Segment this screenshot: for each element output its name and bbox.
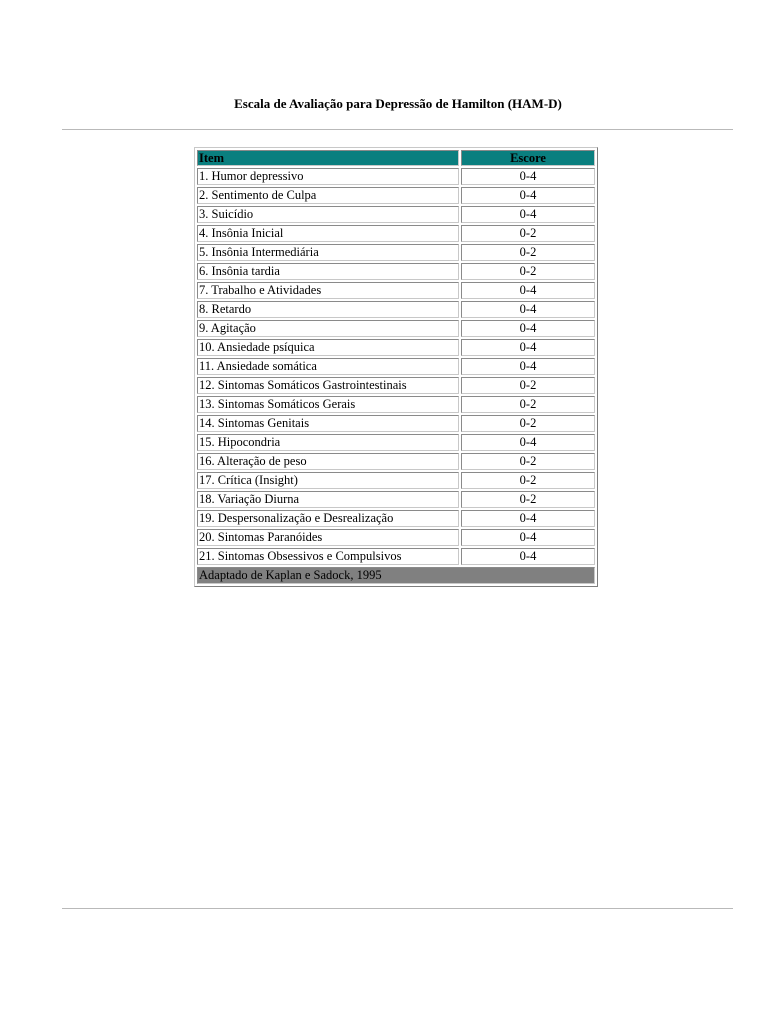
item-cell: 1. Humor depressivo [197,168,459,185]
score-cell: 0-2 [461,377,595,394]
score-cell: 0-4 [461,434,595,451]
table-row [197,434,595,451]
score-cell: 0-4 [461,301,595,318]
bottom-divider [62,908,733,909]
table-row [197,301,595,318]
top-divider [62,129,733,130]
item-cell: 3. Suicídio [197,206,459,223]
table-row [197,472,595,489]
item-cell: 21. Sintomas Obsessivos e Compulsivos [197,548,459,565]
table-row [197,320,595,337]
score-cell: 0-2 [461,472,595,489]
item-cell: 19. Despersonalização e Desrealização [197,510,459,527]
table-row [197,396,595,413]
score-cell: 0-2 [461,244,595,261]
score-cell: 0-4 [461,548,595,565]
table-row [197,263,595,280]
table-row [197,282,595,299]
score-cell: 0-4 [461,510,595,527]
score-cell: 0-4 [461,187,595,204]
item-cell: 9. Agitação [197,320,459,337]
item-cell: 2. Sentimento de Culpa [197,187,459,204]
table-row [197,168,595,185]
table-row [197,548,595,565]
item-cell: 16. Alteração de peso [197,453,459,470]
score-cell: 0-2 [461,453,595,470]
table-footer-row [197,567,595,584]
score-cell: 0-2 [461,225,595,242]
item-cell: 17. Crítica (Insight) [197,472,459,489]
item-cell: 7. Trabalho e Atividades [197,282,459,299]
item-cell: 10. Ansiedade psíquica [197,339,459,356]
item-cell: 14. Sintomas Genitais [197,415,459,432]
ham-d-table [194,147,598,587]
header-item: Item [197,150,459,166]
table-row [197,339,595,356]
table-row [197,491,595,508]
item-cell: 12. Sintomas Somáticos Gastrointestinais [197,377,459,394]
table-row [197,244,595,261]
score-cell: 0-4 [461,358,595,375]
score-cell: 0-4 [461,529,595,546]
item-cell: 4. Insônia Inicial [197,225,459,242]
source-note: Adaptado de Kaplan e Sadock, 1995 [197,567,595,584]
score-cell: 0-2 [461,263,595,280]
item-cell: 8. Retardo [197,301,459,318]
table-row [197,206,595,223]
score-cell: 0-4 [461,339,595,356]
score-cell: 0-4 [461,320,595,337]
table-row [197,225,595,242]
score-cell: 0-2 [461,396,595,413]
table-row [197,453,595,470]
item-cell: 13. Sintomas Somáticos Gerais [197,396,459,413]
table-row [197,529,595,546]
table-row [197,358,595,375]
header-score: Escore [461,150,595,166]
item-cell: 5. Insônia Intermediária [197,244,459,261]
item-cell: 15. Hipocondria [197,434,459,451]
item-cell: 20. Sintomas Paranóides [197,529,459,546]
item-cell: 11. Ansiedade somática [197,358,459,375]
table-row [197,415,595,432]
table-header-row [197,150,595,166]
item-cell: 6. Insônia tardia [197,263,459,280]
document-title: Escala de Avaliação para Depressão de Hamilton (HAM-D) [234,96,562,111]
item-cell: 18. Variação Diurna [197,491,459,508]
table-row [197,187,595,204]
table-row [197,377,595,394]
score-cell: 0-2 [461,491,595,508]
score-cell: 0-4 [461,206,595,223]
score-cell: 0-4 [461,282,595,299]
score-cell: 0-4 [461,168,595,185]
table-row [197,510,595,527]
score-cell: 0-2 [461,415,595,432]
